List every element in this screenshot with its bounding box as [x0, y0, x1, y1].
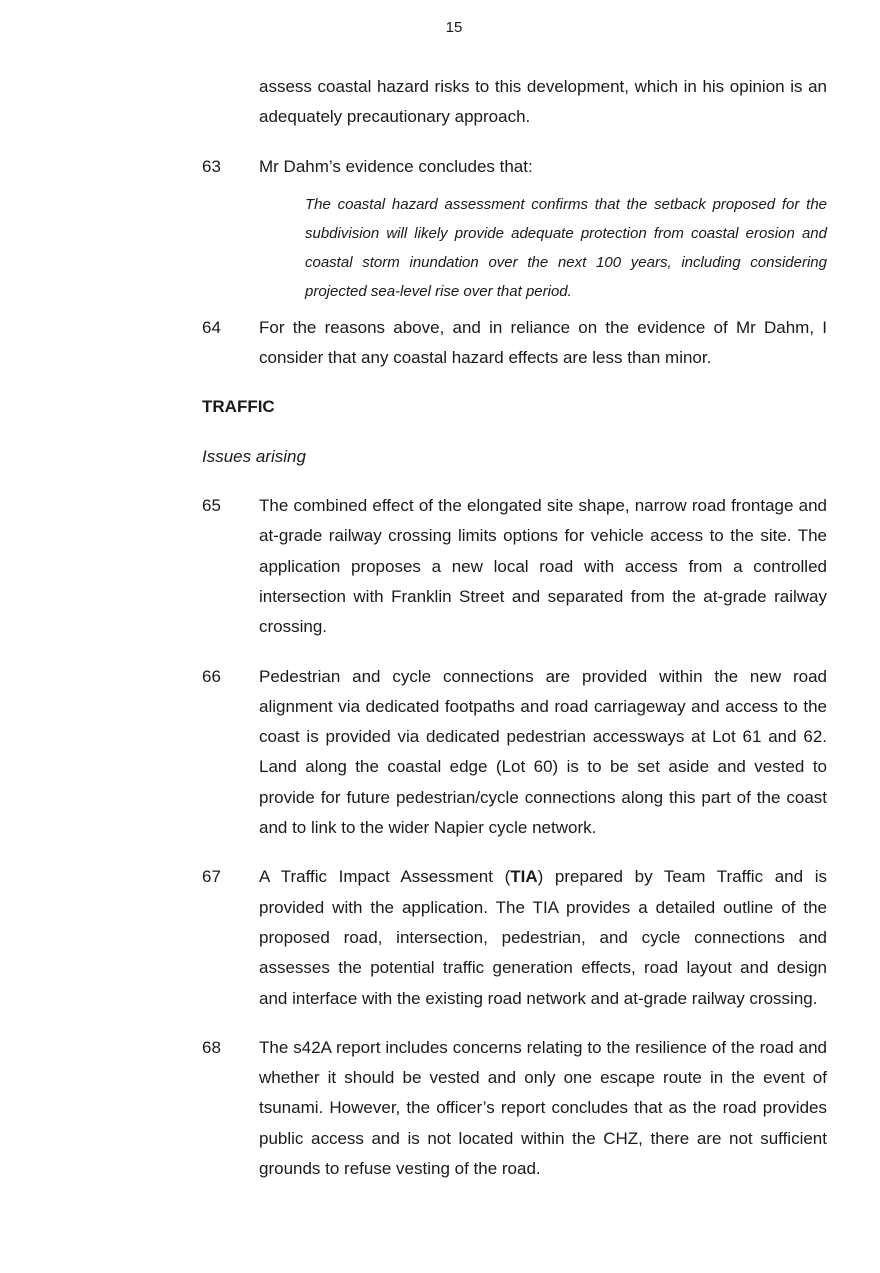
- continuation-paragraph: assess coastal hazard risks to this development, which in his opinion is an adequately precautionary approach.: [259, 77, 827, 127]
- paragraph-text: Pedestrian and cycle connections are provided within the new road alignment via dedicated footpaths and road carriageway and access to the coast is provided via dedicated pedestrian accessways at Lot 61 and 62. Land along the coastal edge (Lot 60) is to be set aside and vested to provide for future pedestrian/cycle connections along this part of the coast and to link to the wider Napier cycle network.: [259, 666, 827, 838]
- paragraph-number: 67: [202, 867, 221, 887]
- paragraph-number: 64: [202, 317, 221, 337]
- paragraph-66: [202, 662, 827, 844]
- paragraph-number: 65: [202, 496, 221, 516]
- defined-term: TIA: [510, 867, 538, 887]
- block-quote: The coastal hazard assessment confirms that the setback proposed for the subdivision will likely provide adequate protection from coastal erosion and coastal storm inundation over the next 100 years, including considering projected sea-level rise over that period.: [305, 195, 827, 300]
- paragraph-65: [202, 491, 827, 642]
- paragraph-text: The combined effect of the elongated site shape, narrow road frontage and at-grade railway crossing limits options for vehicle access to the site. The application proposes a new local road with access from a controlled intersection with Franklin Street and separated from the at-grade railway crossing.: [259, 496, 827, 637]
- paragraph-number: 66: [202, 666, 221, 686]
- document-body: [202, 72, 827, 1184]
- page-number: 15: [445, 19, 463, 36]
- paragraph-67: [202, 862, 827, 1013]
- paragraph-68: [202, 1033, 827, 1184]
- paragraph-text: Mr Dahm’s evidence concludes that:: [259, 156, 533, 176]
- paragraph-64: [202, 313, 827, 374]
- paragraph-text-after: ) prepared by Team Traffic and is provided with the application. The TIA provides a detailed outline of the proposed road, intersection, pedestrian, and cycle connections and assesses the potential traffic generation effects, road layout and design and interface with the existing road network and at-grade railway crossing.: [259, 867, 827, 1008]
- paragraph-number: 68: [202, 1037, 221, 1057]
- paragraph-text: The s42A report includes concerns relating to the resilience of the road and whether it should be vested and only one escape route in the event of tsunami. However, the officer’s report concludes that as the road provides public access and is not located within the CHZ, there are not sufficient grounds to refuse vesting of the road.: [259, 1037, 827, 1179]
- paragraph-number: 63: [202, 156, 221, 176]
- section-heading: TRAFFIC: [202, 397, 275, 417]
- paragraph-text: For the reasons above, and in reliance on the evidence of Mr Dahm, I consider that any coastal hazard effects are less than minor.: [259, 317, 827, 368]
- paragraph-63: [202, 152, 827, 182]
- section-subheading: Issues arising: [202, 446, 306, 466]
- paragraph-text: [259, 862, 827, 1013]
- paragraph-text-before: A Traffic Impact Assessment (: [259, 867, 511, 887]
